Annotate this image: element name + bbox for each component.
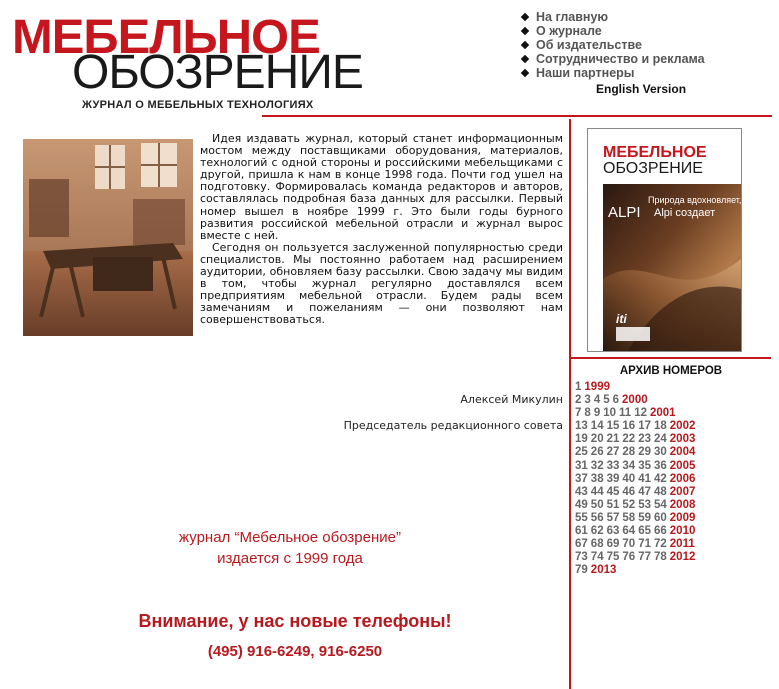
- archive-year-link[interactable]: 2009: [669, 511, 696, 524]
- archive-year-link[interactable]: 2013: [590, 564, 617, 577]
- diamond-bullet-icon: [521, 27, 529, 35]
- since-notice: [150, 527, 430, 569]
- archive-list: [575, 381, 775, 577]
- archive-year-link[interactable]: 2004: [669, 446, 696, 459]
- archive-issue-link[interactable]: 66: [653, 525, 667, 538]
- nav-item-advertising[interactable]: [520, 52, 705, 66]
- nav-item-label[interactable]: Наши партнеры: [536, 66, 635, 80]
- main-nav: [520, 10, 705, 80]
- archive-issue-link[interactable]: 35: [638, 459, 651, 472]
- cover-headline-line2: Alpi создает: [654, 207, 716, 219]
- header-divider: [262, 115, 772, 117]
- archive-issue-link[interactable]: 25: [575, 446, 588, 459]
- since-line2: издается с 1999 года: [217, 550, 363, 567]
- archive-issue-link[interactable]: 58: [622, 511, 636, 524]
- archive-issue-link[interactable]: 53: [638, 498, 651, 511]
- archive-row: [575, 525, 775, 538]
- archive-issue-link[interactable]: 57: [606, 511, 620, 524]
- archive-issue-link[interactable]: 79: [575, 564, 588, 577]
- archive-issue-link[interactable]: 45: [606, 485, 620, 498]
- cover-iti-logo: iti: [616, 312, 627, 326]
- archive-issue-link[interactable]: 52: [622, 498, 636, 511]
- archive-row: [575, 486, 775, 499]
- archive-issue-link[interactable]: 1: [575, 381, 582, 393]
- phone-numbers: (495) 916-6249, 916-6250: [207, 643, 383, 660]
- archive-issue-link[interactable]: 44: [590, 485, 604, 498]
- archive-issue-link[interactable]: 47: [638, 485, 651, 498]
- archive-issue-link[interactable]: 59: [638, 511, 651, 524]
- archive-issue-link[interactable]: 13: [575, 420, 588, 433]
- archive-issue-link[interactable]: 38: [590, 472, 604, 485]
- archive-issue-link[interactable]: 33: [606, 459, 620, 472]
- diamond-bullet-icon: [521, 55, 529, 63]
- archive-row: [575, 420, 775, 433]
- archive-year-link[interactable]: 2001: [649, 407, 676, 420]
- archive-row: [575, 394, 775, 407]
- archive-row: [575, 499, 775, 512]
- archive-issue-link[interactable]: 3: [584, 394, 591, 407]
- archive-year-link[interactable]: 1999: [584, 381, 610, 393]
- nav-item-label[interactable]: Об издательстве: [536, 38, 642, 52]
- cover-headline-line1: Природа вдохновляет,: [648, 195, 741, 205]
- author-name: Алексей Микулин: [460, 393, 563, 406]
- archive-issue-link[interactable]: 4: [593, 394, 601, 407]
- archive-issue-link[interactable]: 40: [622, 472, 636, 485]
- archive-issue-link[interactable]: 60: [653, 511, 667, 524]
- logo-tagline: ЖУРНАЛ О МЕБЕЛЬНЫХ ТЕХНОЛОГИЯХ: [82, 99, 314, 111]
- archive-row: [575, 433, 775, 446]
- nav-item-label[interactable]: На главную: [536, 10, 609, 24]
- article-paragraph: Идея издавать журнал, который станет информационным мостом между поставщиками оборудования, материалов, технологий с одной стороны и российскими мебельщиками с другой, пришла к нам в конце 1998 года. Почти год ушел на подготовку. Формировалась команда редакторов и авторов, составлялась подробная база данных для рассылки. Первый номер вышел в ноябре 1999 г. Это были годы бурного развития российской мебельной отрасли и журнал вырос вместе с ней.: [200, 132, 563, 242]
- archive-issue-link[interactable]: 72: [653, 538, 667, 551]
- archive-row: [575, 381, 775, 394]
- archive-issue-link[interactable]: 22: [622, 433, 636, 446]
- archive-year-link[interactable]: 2003: [669, 433, 696, 446]
- archive-issue-link[interactable]: 70: [622, 538, 636, 551]
- archive-row: [575, 564, 775, 577]
- archive-issue-link[interactable]: 23: [638, 433, 651, 446]
- archive-issue-link[interactable]: 51: [606, 498, 620, 511]
- archive-year-link[interactable]: 2010: [669, 525, 696, 538]
- archive-issue-link[interactable]: 78: [653, 551, 667, 564]
- archive-issue-link[interactable]: 17: [638, 420, 651, 433]
- archive-issue-link[interactable]: 39: [606, 472, 620, 485]
- archive-issue-link[interactable]: 34: [622, 459, 636, 472]
- archive-issue-link[interactable]: 48: [653, 485, 667, 498]
- archive-issue-link[interactable]: 12: [634, 407, 647, 420]
- archive-issue-link[interactable]: 54: [653, 498, 667, 511]
- nav-item-label[interactable]: Сотрудничество и реклама: [536, 52, 705, 66]
- archive-issue-link[interactable]: 8: [584, 407, 591, 420]
- nav-item-about-publisher[interactable]: [520, 38, 705, 52]
- archive-issue-link[interactable]: 42: [653, 472, 667, 485]
- archive-row: [575, 512, 775, 525]
- archive-issue-link[interactable]: 5: [603, 394, 610, 407]
- archive-row: [575, 407, 775, 420]
- archive-issue-link[interactable]: 69: [606, 538, 620, 551]
- nav-item-label[interactable]: О журнале: [536, 24, 602, 38]
- archive-issue-link[interactable]: 28: [622, 446, 636, 459]
- archive-issue-link[interactable]: 71: [638, 538, 651, 551]
- archive-issue-link[interactable]: 46: [622, 485, 636, 498]
- archive-year-link[interactable]: 2011: [669, 538, 695, 551]
- archive-issue-link[interactable]: 10: [603, 407, 617, 420]
- archive-issue-link[interactable]: 6: [612, 394, 620, 407]
- archive-issue-link[interactable]: 14: [590, 420, 604, 433]
- archive-issue-link[interactable]: 24: [653, 433, 667, 446]
- archive-issue-link[interactable]: 18: [653, 420, 667, 433]
- archive-issue-link[interactable]: 50: [590, 498, 604, 511]
- archive-year-link[interactable]: 2000: [622, 394, 648, 407]
- archive-year-link[interactable]: 2007: [669, 485, 696, 498]
- archive-year-link[interactable]: 2012: [669, 551, 696, 564]
- archive-issue-link[interactable]: 61: [575, 525, 588, 538]
- cover-title-line1: МЕБЕЛЬНОЕ: [603, 144, 707, 161]
- cover-title-line2: ОБОЗРЕНИЕ: [603, 160, 703, 177]
- archive-issue-link[interactable]: 77: [638, 551, 651, 564]
- cover-brand: ALPI: [608, 204, 641, 221]
- archive-issue-link[interactable]: 9: [593, 407, 601, 420]
- archive-issue-link[interactable]: 32: [590, 459, 604, 472]
- archive-issue-link[interactable]: 76: [622, 551, 636, 564]
- archive-issue-link[interactable]: 36: [653, 459, 667, 472]
- archive-issue-link[interactable]: 15: [606, 420, 620, 433]
- archive-issue-link[interactable]: 16: [622, 420, 636, 433]
- archive-issue-link[interactable]: 29: [638, 446, 651, 459]
- archive-issue-link[interactable]: 75: [606, 551, 620, 564]
- archive-year-link[interactable]: 2002: [669, 420, 696, 433]
- logo-title-line1[interactable]: МЕБЕЛЬНОЕ: [12, 11, 320, 64]
- archive-issue-link[interactable]: 43: [575, 485, 588, 498]
- archive-issue-link[interactable]: 7: [575, 407, 582, 420]
- sidebar-divider: [571, 357, 771, 359]
- archive-issue-link[interactable]: 68: [590, 538, 604, 551]
- archive-title: АРХИВ НОМЕРОВ: [619, 365, 723, 377]
- archive-issue-link[interactable]: 37: [575, 472, 588, 485]
- magazine-cover[interactable]: [587, 128, 742, 352]
- archive-issue-link[interactable]: 64: [622, 525, 636, 538]
- diamond-bullet-icon: [521, 41, 529, 49]
- archive-issue-link[interactable]: 31: [575, 459, 588, 472]
- archive-issue-link[interactable]: 30: [653, 446, 667, 459]
- archive-issue-link[interactable]: 65: [638, 525, 651, 538]
- nav-item-partners[interactable]: [520, 66, 705, 80]
- archive-issue-link[interactable]: 67: [575, 538, 588, 551]
- archive-issue-link[interactable]: 11: [619, 407, 632, 420]
- archive-row: [575, 460, 775, 473]
- archive-issue-link[interactable]: 2: [575, 394, 582, 407]
- nav-item-home[interactable]: [520, 10, 705, 24]
- nav-item-about-journal[interactable]: [520, 24, 705, 38]
- archive-issue-link[interactable]: 49: [575, 498, 588, 511]
- attention-heading: Внимание, у нас новые телефоны!: [138, 611, 452, 631]
- archive-issue-link[interactable]: 63: [606, 525, 620, 538]
- archive-row: [575, 551, 775, 564]
- column-divider: [569, 119, 571, 689]
- archive-row: [575, 538, 775, 551]
- author-title: Председатель редакционного совета: [343, 419, 563, 432]
- archive-issue-link[interactable]: 55: [575, 511, 588, 524]
- article-paragraph: Сегодня он пользуется заслуженной популярностью среди специалистов. Мы постоянно работаем над расширением аудитории, обновляем базу рассылки. Свою задачу мы видим в том, чтобы журнал регулярно доставлялся всем предприятиям мебельной отрасли. Будем рады всем замечаниям и пожеланиям — они позволяют нам совершенствоваться.: [200, 240, 563, 327]
- archive-issue-link[interactable]: 74: [590, 551, 604, 564]
- archive-issue-link[interactable]: 19: [575, 433, 588, 446]
- diamond-bullet-icon: [521, 69, 529, 77]
- archive-issue-link[interactable]: 73: [575, 551, 588, 564]
- archive-issue-link[interactable]: 62: [590, 525, 604, 538]
- archive-issue-link[interactable]: 56: [590, 511, 604, 524]
- archive-issue-link[interactable]: 26: [590, 446, 604, 459]
- archive-year-link[interactable]: 2006: [669, 472, 696, 485]
- archive-issue-link[interactable]: 20: [590, 433, 604, 446]
- workshop-photo: [23, 139, 193, 336]
- archive-issue-link[interactable]: 21: [606, 433, 620, 446]
- article-text: [200, 133, 563, 327]
- archive-year-link[interactable]: 2008: [669, 498, 696, 511]
- archive-issue-link[interactable]: 41: [638, 472, 651, 485]
- archive-row: [575, 473, 775, 486]
- archive-issue-link[interactable]: 27: [606, 446, 620, 459]
- logo-title-line2[interactable]: ОБОЗРЕНИЕ: [72, 46, 363, 99]
- english-version-link[interactable]: English Version: [596, 82, 687, 96]
- archive-row: [575, 446, 775, 459]
- archive-year-link[interactable]: 2005: [669, 459, 696, 472]
- diamond-bullet-icon: [521, 13, 529, 21]
- since-line1: журнал “Мебельное обозрение”: [179, 529, 401, 546]
